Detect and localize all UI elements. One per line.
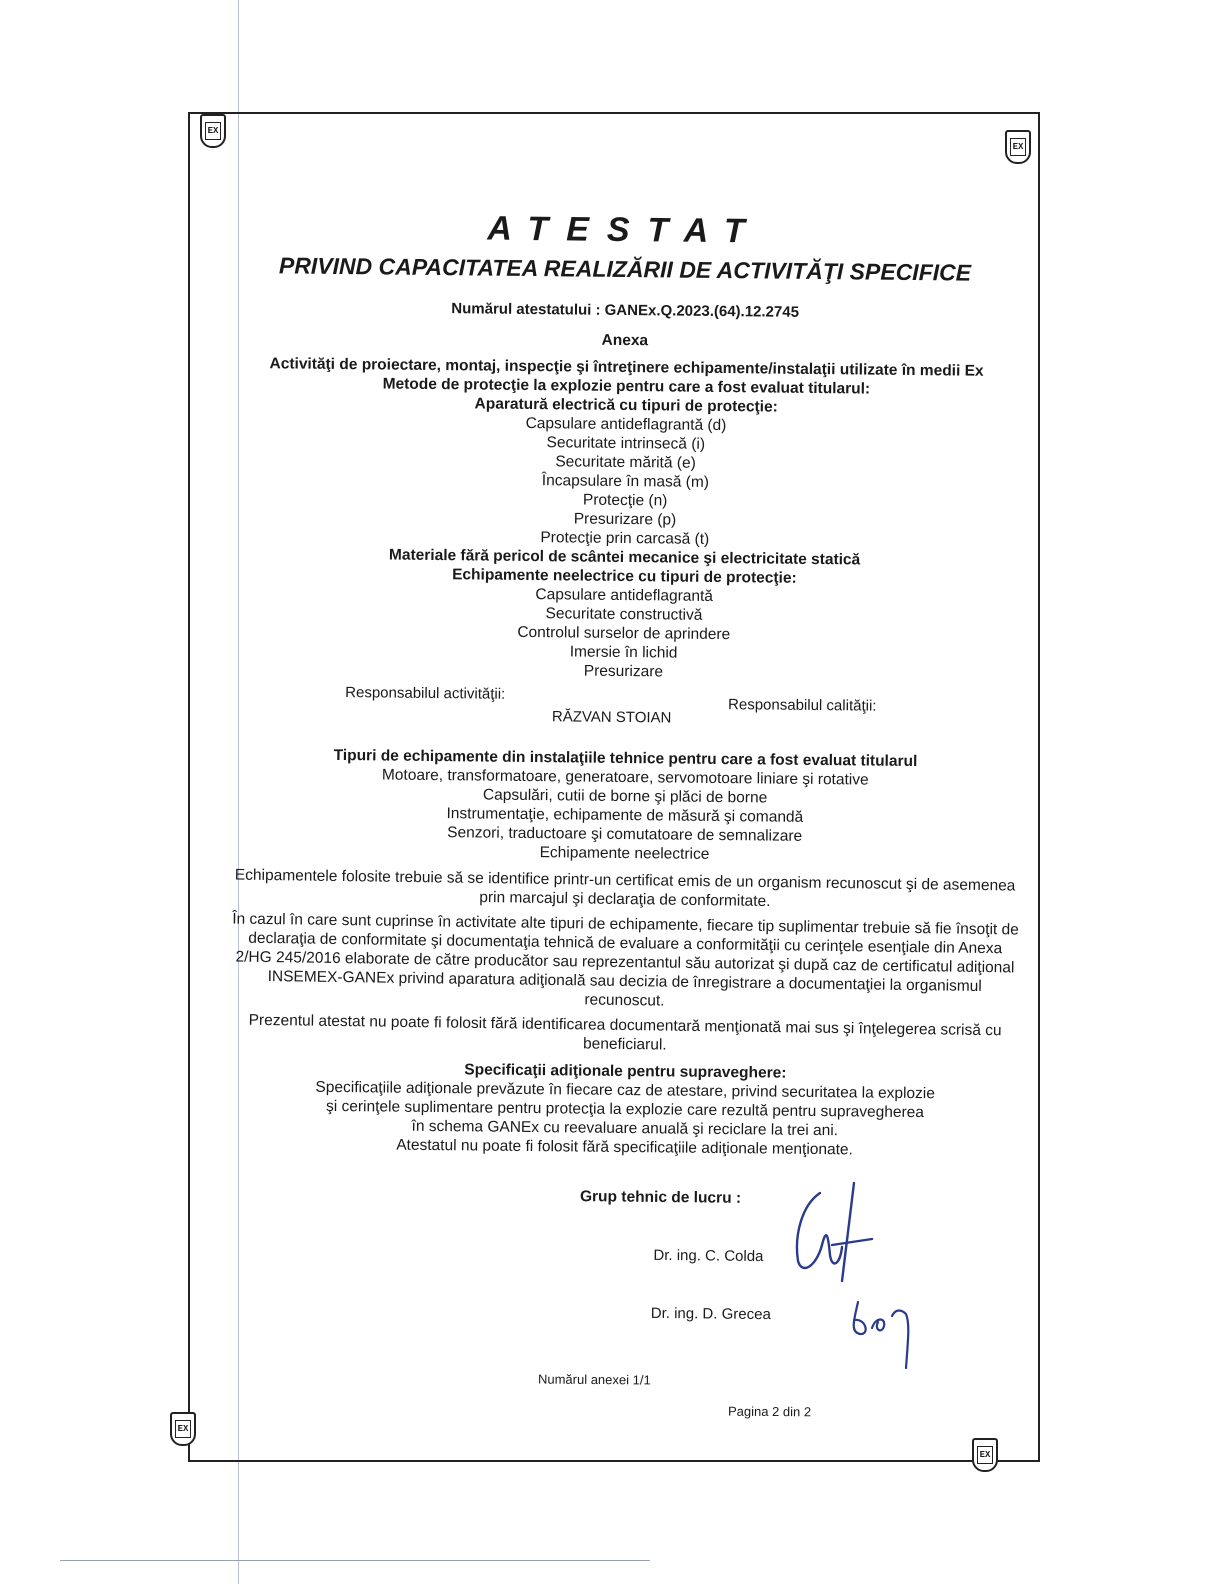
annex-label: Anexa bbox=[601, 331, 649, 350]
equipment-heading: Tipuri de echipamente din instalaţiile tehnice pentru care a fost evaluat titularul bbox=[333, 746, 918, 771]
activities-heading: Activităţi de proiectare, montaj, inspecţie şi întreţinere echipamente/instalaţii utilizate în medii Ex bbox=[269, 355, 984, 380]
methods-heading: Metode de protecţie la explozie pentru care a fost evaluat titularul: bbox=[382, 375, 871, 398]
list-item: Securitate constructivă bbox=[545, 605, 703, 624]
list-item: Controlul surselor de aprindere bbox=[517, 623, 731, 644]
list-item: Încapsulare în masă (m) bbox=[541, 472, 710, 491]
certificate-header bbox=[230, 298, 1020, 354]
paragraph: Echipamentele folosite trebuie să se identifice printr-un certificat emis de un organism recunoscut şi de asemenea prin marcajul şi declaraţia de conformitate. bbox=[234, 866, 1016, 911]
nonelectric-heading: Echipamente neelectrice cu tipuri de protecţie: bbox=[452, 566, 797, 587]
ex-logo-text: EX bbox=[977, 1446, 993, 1464]
list-item: Echipamente neelectrice bbox=[539, 844, 710, 863]
list-item: în schema GANEx cu reevaluare anuală şi reciclare la trei ani. bbox=[411, 1117, 839, 1140]
document-subtitle: PRIVIND CAPACITATEA REALIZĂRII DE ACTIVITĂŢI SPECIFICE bbox=[278, 252, 972, 286]
supervision-section bbox=[230, 1058, 1021, 1161]
ex-logo-icon bbox=[200, 114, 226, 148]
activity-responsible-label: Responsabilul activităţii: bbox=[345, 684, 506, 703]
ex-logo-text: EX bbox=[1010, 138, 1026, 156]
list-item: Capsulare antideflagrantă (d) bbox=[525, 414, 727, 435]
list-item: Protecţie (n) bbox=[582, 491, 668, 510]
page-number: Pagina 2 din 2 bbox=[727, 1403, 812, 1420]
certificate-number: Numărul atestatului : GANEx.Q.2023.(64).12.2745 bbox=[451, 300, 800, 321]
ex-logo-text: EX bbox=[205, 122, 221, 140]
electrical-heading: Aparatură electrică cu tipuri de protecţie: bbox=[474, 395, 778, 416]
list-item: Securitate intrinsecă (i) bbox=[546, 434, 706, 453]
supervision-heading: Specificaţii adiţionale pentru supraveghere: bbox=[464, 1061, 787, 1082]
materials-heading: Materiale fără pericol de scântei mecanice şi electricitate statică bbox=[388, 546, 861, 569]
scan-bottom-line bbox=[60, 1560, 650, 1561]
ex-logo-icon bbox=[170, 1412, 196, 1446]
list-item: Capsulare antideflagrantă bbox=[535, 586, 714, 605]
responsibles-row bbox=[230, 683, 1021, 743]
list-item: Capsulări, cutii de borne şi plăci de borne bbox=[482, 786, 768, 807]
signature-colda bbox=[780, 1175, 890, 1285]
list-item: Instrumentaţie, echipamente de măsură şi comandă bbox=[446, 805, 804, 826]
list-item: Specificaţiile adiţionale prevăzute în fiecare caz de atestare, privind securitatea la explozie bbox=[315, 1078, 936, 1103]
ex-logo-icon bbox=[972, 1438, 998, 1472]
ex-logo-icon bbox=[1005, 130, 1031, 164]
list-item: Senzori, traductoare şi comutatoare de semnalizare bbox=[447, 824, 803, 845]
list-item: Atestatul nu poate fi folosit fără specificaţiile adiţionale menţionate. bbox=[396, 1136, 854, 1159]
list-item: şi cerinţele suplimentare pentru protecţia la explozie care rezultă pentru supravegherea bbox=[325, 1097, 925, 1122]
group-label: Grup tehnic de lucru : bbox=[579, 1188, 742, 1207]
annex-number: Numărul anexei 1/1 bbox=[537, 1371, 651, 1388]
list-item: Presurizare (p) bbox=[573, 510, 677, 529]
member-name: Dr. ing. C. Colda bbox=[653, 1246, 764, 1266]
document-body bbox=[230, 210, 1020, 1157]
list-item: Protecţie prin carcasă (t) bbox=[540, 529, 710, 548]
equipment-section bbox=[229, 745, 1020, 867]
activity-responsible-name: RĂZVAN STOIAN bbox=[551, 708, 672, 727]
paragraph: Prezentul atestat nu poate fi folosit fără identificarea documentară menţionată mai sus şi înţelegerea scrisă cu beneficiarul. bbox=[248, 1011, 1002, 1054]
member-name: Dr. ing. D. Grecea bbox=[650, 1304, 771, 1324]
document-title: ATESTAT bbox=[487, 209, 763, 251]
quality-responsible-label: Responsabilul calităţii: bbox=[728, 696, 877, 715]
ex-logo-text: EX bbox=[175, 1420, 191, 1438]
list-item: Presurizare bbox=[583, 662, 664, 681]
list-item: Imersie în lichid bbox=[569, 643, 678, 662]
list-item: Securitate mărită (e) bbox=[555, 453, 696, 472]
list-item: Motoare, transformatoare, generatoare, servomotoare liniare şi rotative bbox=[381, 766, 869, 789]
paragraph: În cazul în care sunt cuprinse în activitate alte tipuri de echipamente, fiecare tip suplimentar trebuie să fie însoţit de declaraţia de conformitate şi documentaţia tehnică de evaluare a conformităţii cu cerinţele esenţiale din Anexa 2/HG 245/2016 elaborate de către producător sau reprezentantul său autorizat şi după caz de certificatul adiţional INSEMEX-GANEx privind aparatura adiţională sau decizia de înregistrare a documentaţiei la organismul recunoscut. bbox=[232, 910, 1019, 1010]
signature-grecea bbox=[840, 1280, 930, 1375]
activities-section bbox=[228, 354, 1021, 685]
